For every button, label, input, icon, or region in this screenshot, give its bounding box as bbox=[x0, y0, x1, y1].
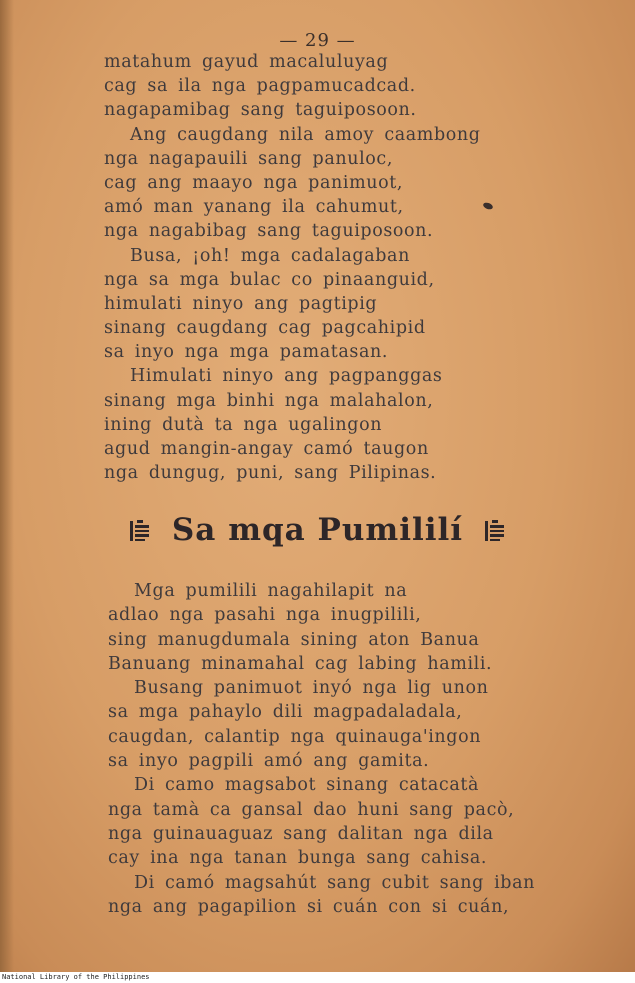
section-heading: Sa mqa Pumililí bbox=[171, 512, 464, 548]
poem-line: Mga pumilili nagahilapit na bbox=[134, 581, 408, 601]
poem-line: cag ang maayo nga panimuot, bbox=[104, 172, 404, 193]
section-heading-row bbox=[0, 512, 635, 548]
poem-line: sa inyo nga mga pamatasan. bbox=[104, 342, 389, 363]
poem-line: caugdan, calantip nga quinauga'ingon bbox=[108, 726, 482, 747]
poem-line: sinang caugdang cag pagcahipid bbox=[104, 318, 426, 339]
poem-line: nga tamà ca gansal dao huni sang pacò, bbox=[108, 799, 515, 820]
poem-line: agud mangin-angay camó taugon bbox=[104, 439, 429, 459]
poem-line: nagapamibag sang taguiposoon. bbox=[104, 100, 417, 121]
page-edge-shadow bbox=[0, 0, 14, 972]
poem-line: sinang mga binhi nga malahalon, bbox=[104, 390, 434, 411]
poem-line: nga nagapauili sang panuloc, bbox=[104, 148, 393, 169]
poem-stanza-2 bbox=[108, 579, 588, 919]
left-ornament-icon bbox=[129, 517, 151, 543]
poem-line: Banuang minamahal cag labing hamili. bbox=[108, 653, 493, 674]
poem-line: sing manugdumala sining aton Banua bbox=[108, 629, 480, 650]
poem-line: Di camó magsahút sang cubit sang iban bbox=[134, 872, 535, 893]
poem-line: amó man yanang ila cahumut, bbox=[104, 197, 404, 218]
page-number: — 29 — bbox=[279, 30, 356, 51]
poem-line: Busang panimuot inyó nga lig unon bbox=[134, 678, 489, 699]
poem-line: ining dutà ta nga ugalingon bbox=[104, 414, 383, 435]
poem-line: cag sa ila nga pagpamucadcad. bbox=[104, 76, 416, 97]
poem-line: cay ina nga tanan bunga sang cahisa. bbox=[108, 848, 488, 869]
poem-line: adlao nga pasahi nga inugpilili, bbox=[108, 605, 422, 626]
right-ornament-icon bbox=[484, 517, 506, 543]
poem-line: matahum gayud macaluluyag bbox=[104, 52, 389, 72]
poem-line: sa mga pahaylo dili magpadaladala, bbox=[108, 702, 463, 723]
poem-line: nga nagabibag sang taguiposoon. bbox=[104, 221, 434, 242]
poem-line: Himulati ninyo ang pagpanggas bbox=[130, 366, 443, 387]
poem-line: sa inyo pagpili amó ang gamita. bbox=[108, 751, 430, 772]
poem-line: himulati ninyo ang pagtipig bbox=[104, 293, 378, 314]
poem-line: nga guinauaguaz sang dalitan nga dila bbox=[108, 823, 494, 844]
poem-line: nga ang pagapilion si cuán con si cuán, bbox=[108, 896, 510, 917]
footer-credit: National Library of the Philippines bbox=[0, 972, 635, 983]
poem-line: Ang caugdang nila amoy caambong bbox=[130, 124, 481, 145]
poem-stanza-1 bbox=[104, 50, 584, 485]
poem-line: nga dungug, puni, sang Pilipinas. bbox=[104, 463, 437, 484]
poem-line: Busa, ¡oh! mga cadalagaban bbox=[130, 245, 410, 266]
poem-line: Di camo magsabot sinang catacatà bbox=[134, 775, 480, 796]
poem-line: nga sa mga bulac co pinaanguid, bbox=[104, 269, 435, 290]
